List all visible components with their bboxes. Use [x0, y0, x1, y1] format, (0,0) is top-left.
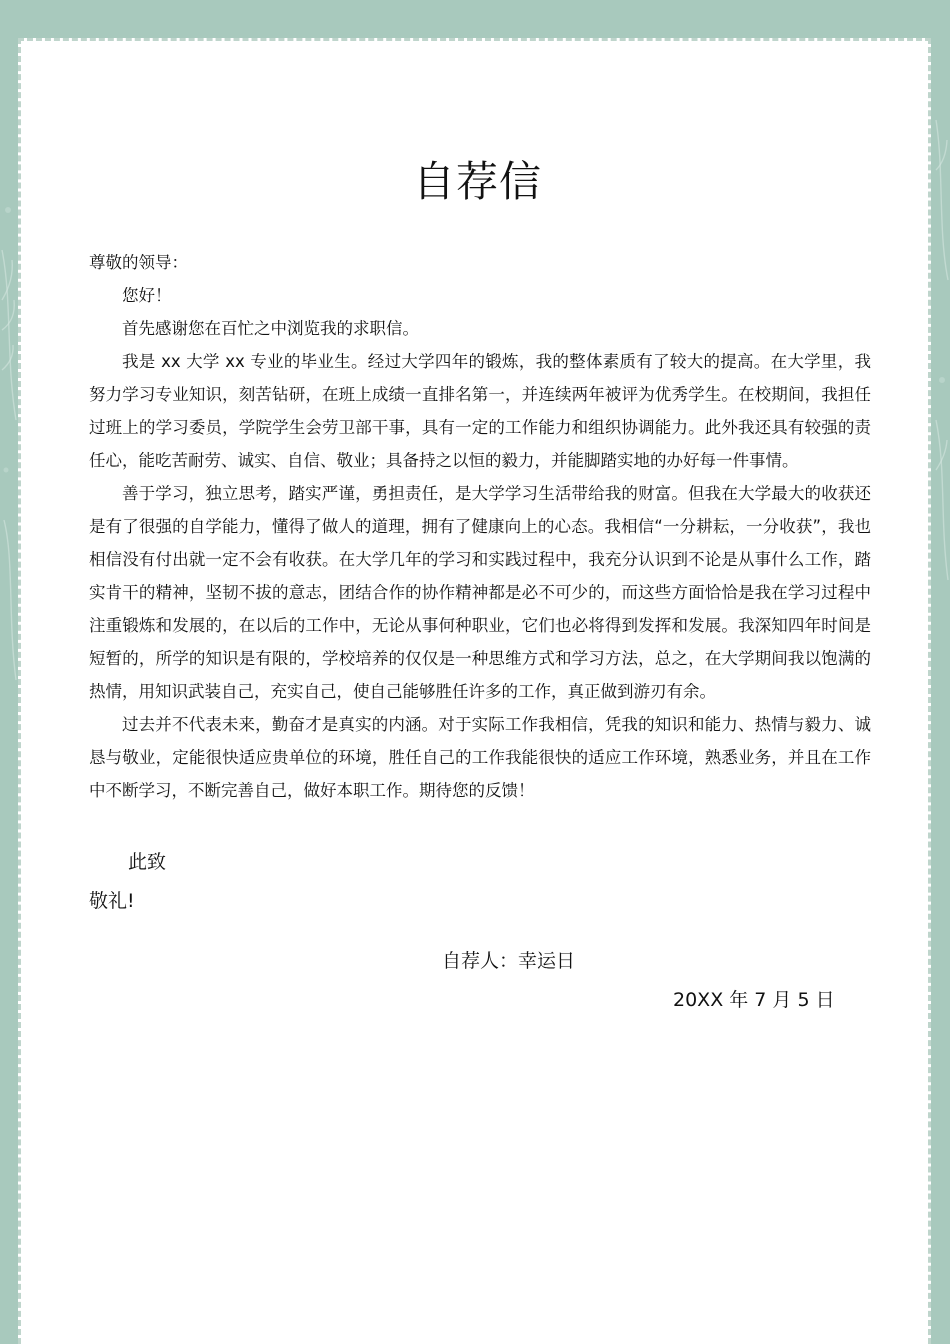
- paragraph-conclusion: 过去并不代表未来，勤奋才是真实的内涵。对于实际工作我相信，凭我的知识和能力、热情与毅力、诚恳与敬业，定能很快适应贵单位的环境，胜任自己的工作我能很快的适应工作环境，熟悉业务，并且在工作中不断学习，不断完善自己，做好本职工作。期待您的反馈！: [89, 715, 871, 800]
- signature: 自荐人：幸运日: [442, 950, 576, 972]
- letter-body: [89, 246, 871, 807]
- salutation: 尊敬的领导：: [89, 253, 188, 272]
- letter-paper: [18, 38, 931, 1344]
- regards: 敬礼!: [89, 890, 135, 912]
- greeting: 您好！: [122, 286, 172, 305]
- closing-phrase: 此致: [128, 851, 167, 873]
- paragraph-intro: 首先感谢您在百忙之中浏览我的求职信。: [122, 319, 419, 338]
- letter-date: 20XX 年 7 月 5 日: [673, 989, 835, 1011]
- paragraph-strengths: 善于学习，独立思考，踏实严谨，勇担责任，是大学学习生活带给我的财富。但我在大学最大的收获还是有了很强的自学能力，懂得了做人的道理，拥有了健康向上的心态。我相信“一分耕耘，一分收获”，我也相信没有付出就一定不会有收获。在大学几年的学习和实践过程中，我充分认识到不论是从事什么工作，踏实肯干的精神，坚韧不拔的意志，团结合作的协作精神都是必不可少的，而这些方面恰恰是我在学习过程中注重锻炼和发展的，在以后的工作中，无论从事何种职业，它们也必将得到发挥和发展。我深知四年时间是短暂的，所学的知识是有限的，学校培养的仅仅是一种思维方式和学习方法，总之，在大学期间我以饱满的热情，用知识武装自己，充实自己，使自己能够胜任许多的工作，真正做到游刃有余。: [89, 484, 871, 701]
- paragraph-background: 我是 xx 大学 xx 专业的毕业生。经过大学四年的锻炼，我的整体素质有了较大的提高。在大学里，我努力学习专业知识，刻苦钻研，在班上成绩一直排名第一，并连续两年被评为优秀学生。在校期间，我担任过班上的学习委员，学院学生会劳卫部干事，具有一定的工作能力和组织协调能力。此外我还具有较强的责任心，能吃苦耐劳、诚实、自信、敬业；具备持之以恒的毅力，并能脚踏实地的办好每一件事情。: [89, 352, 871, 470]
- letter-title: 自荐信: [412, 157, 542, 206]
